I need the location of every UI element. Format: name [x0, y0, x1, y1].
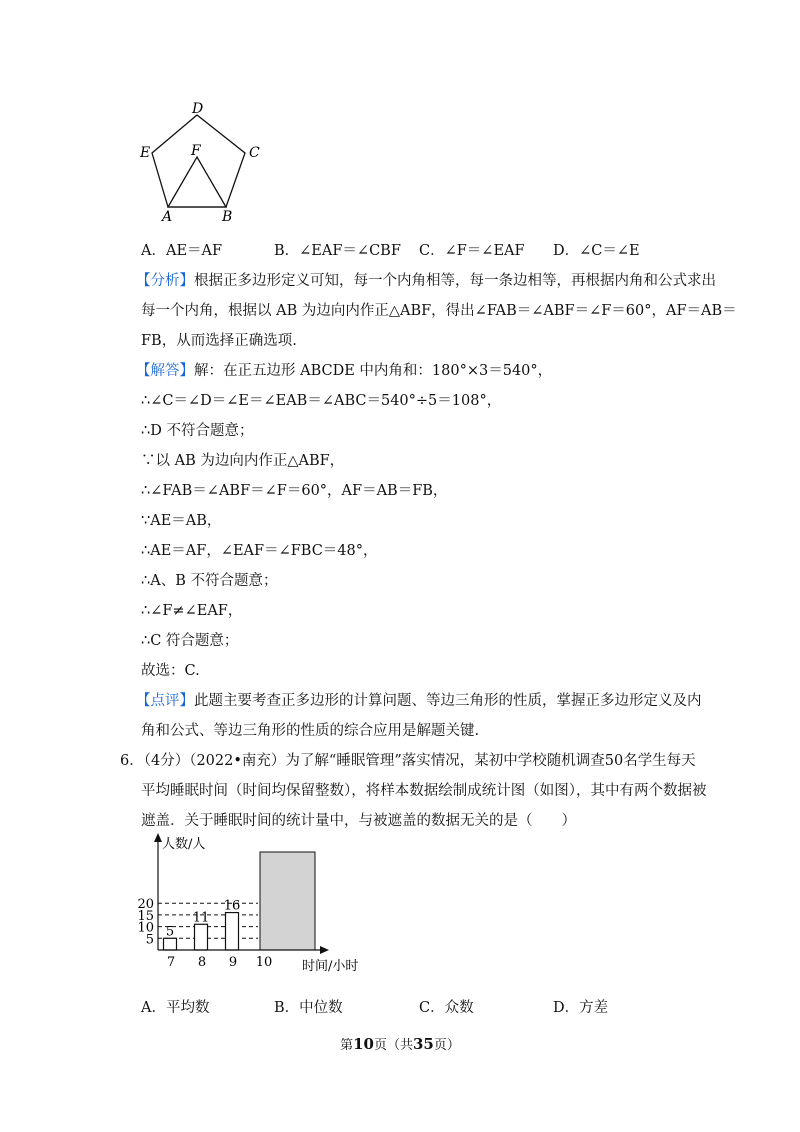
footer-suffix: 页） [433, 1038, 460, 1053]
pentagon-figure [130, 95, 280, 230]
solution-line-4: ∴∠FAB＝∠ABF＝∠F＝60°，AF＝AB＝FB， [141, 483, 448, 499]
label-D: D [192, 101, 204, 117]
solution-tag: 【解答】 [136, 363, 194, 379]
label-B: B [222, 209, 233, 225]
x-tick-10: 10 [255, 955, 273, 970]
data-label-7: 5 [165, 924, 175, 940]
label-A: A [162, 209, 173, 225]
sleep-time-chart [130, 832, 380, 977]
question6-line-2: 平均睡眠时间（时间均保留整数），将样本数据绘制成统计图（如图），其中有两个数据被 [141, 783, 707, 799]
y-tick-5: 5 [145, 932, 154, 948]
solution-line-7: ∴A、B 不符合题意； [141, 573, 278, 589]
x-tick-8: 8 [197, 955, 207, 970]
solution-line-9: ∴C 符合题意； [141, 633, 239, 649]
q5-option-d[interactable]: D．∠C＝∠E [553, 243, 640, 259]
y-tick-labels [137, 897, 154, 947]
question6-line-3: 遮盖．关于睡眠时间的统计量中，与被遮盖的数据无关的是（ ） [141, 813, 576, 829]
q5-option-c[interactable]: C．∠F＝∠EAF [419, 243, 525, 259]
x-tick-labels [167, 955, 272, 970]
comment-tag: 【点评】 [136, 693, 194, 709]
q6-option-b[interactable]: B．中位数 [274, 1000, 343, 1016]
comment-line-2: 角和公式、等边三角形的性质的综合应用是解题关键. [141, 723, 480, 739]
solution-line-10: 故选：C. [141, 663, 200, 679]
y-tick-10: 10 [137, 920, 154, 936]
y-tick-15: 15 [137, 908, 154, 924]
question6-text-1: （4分）（2022•南充）为了解“睡眠管理”落实情况，某初中学校随机调查50名学生每天 [143, 753, 696, 769]
bar-7 [164, 938, 177, 950]
q5-option-b[interactable]: B．∠EAF＝∠CBF [274, 243, 401, 259]
solution-line-8: ∴∠F≠∠EAF， [141, 603, 243, 619]
y-axis-arrow [154, 833, 162, 842]
q6-option-a[interactable]: A．平均数 [141, 1000, 210, 1016]
data-label-8: 11 [192, 910, 210, 926]
covered-region [260, 852, 315, 950]
solution-text-0: 解：在正五边形 ABCDE 中内角和：180°×3＝540°， [194, 363, 553, 379]
x-tick-9: 9 [228, 955, 238, 970]
q6-option-d[interactable]: D．方差 [553, 1000, 609, 1016]
footer-total-pages: 35 [413, 1035, 434, 1053]
triangle-abf [168, 157, 226, 207]
page-footer [0, 1034, 800, 1053]
solution-line-5: ∵AE＝AB， [141, 513, 222, 529]
solution-line-1: ∴∠C＝∠D＝∠E＝∠EAB＝∠ABC＝540°÷5＝108°， [141, 393, 502, 409]
label-C: C [249, 145, 260, 161]
footer-prefix: 第 [340, 1038, 354, 1053]
label-F: F [191, 143, 201, 159]
comment-line-1 [136, 689, 702, 710]
bar-8 [195, 924, 208, 950]
x-axis-arrow [320, 946, 329, 954]
analysis-text-1: 根据正多边形定义可知，每一个内角相等，每一条边相等，再根据内角和公式求出 [194, 273, 716, 289]
q5-option-a[interactable]: A．AE＝AF [141, 243, 223, 259]
solution-line-6: ∴AE＝AF，∠EAF＝∠FBC＝48°， [141, 543, 378, 559]
footer-middle: 页（共 [373, 1038, 413, 1053]
x-axis-label: 时间/小时 [302, 959, 359, 974]
q6-option-c[interactable]: C．众数 [419, 1000, 474, 1016]
label-E: E [140, 145, 151, 161]
bar-9 [226, 913, 239, 950]
analysis-tag: 【分析】 [136, 273, 194, 289]
question6-number: 6． [120, 753, 144, 769]
y-tick-20: 20 [137, 897, 154, 913]
comment-text-1: 此题主要考查正多边形的计算问题、等边三角形的性质，掌握正多边形定义及内 [194, 693, 702, 709]
x-tick-7: 7 [166, 955, 176, 970]
analysis-line-2: 每一个内角，根据以 AB 为边向内作正△ABF，得出∠FAB＝∠ABF＝∠F＝60°，AF＝AB＝ [141, 303, 737, 319]
analysis-line-3: FB，从而选择正确选项. [141, 333, 297, 349]
q6-options [141, 996, 781, 1020]
pentagon-abcde [152, 115, 245, 207]
q5-options [141, 239, 781, 263]
analysis-line-1 [136, 269, 716, 290]
solution-line-2: ∴D 不符合题意； [141, 423, 254, 439]
footer-page-number: 10 [353, 1035, 374, 1053]
question6-line-1 [120, 749, 696, 770]
data-label-9: 16 [223, 898, 241, 914]
y-axis-label: 人数/人 [162, 837, 206, 852]
solution-line-3: ∵以 AB 为边向内作正△ABF， [141, 453, 345, 469]
solution-line-0 [136, 359, 552, 380]
